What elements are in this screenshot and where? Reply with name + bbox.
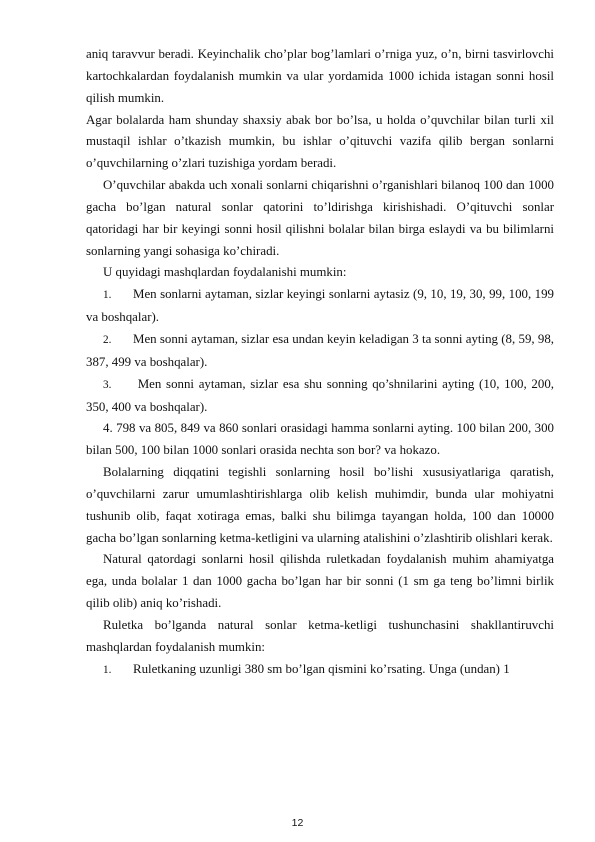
- paragraph: Agar bolalarda ham shunday shaxsiy abak bor bo’lsa, u holda o’quvchilar bilan turli xil mustaqil ishlar o’tkazish mumkin, bu ishlar o’qituvchi vazifa qilib bergan sonlarni o’quvchilarning o’zlari tuzishiga yordam beradi.: [86, 112, 554, 171]
- paragraph: 4. 798 va 805, 849 va 860 sonlari orasidagi hamma sonlarni ayting. 100 bilan 200, 300 bilan 500, 100 bilan 1000 sonlari orasida nechta son bor? va hokazo.: [86, 421, 554, 458]
- list-number: 1.: [103, 663, 112, 676]
- paragraph: Bolalarning diqqatini tegishli sonlarning hosil bo’lishi xususiyatlariga qaratish, o’quvchilarni zarur umumlashtirishlarga olib kelish muhimdir, bunda ular mohiyatni tushunib olib, faqat xotiraga emas, balki shu bilimga tayangan holda, 100 dan 10000 gacha bo’lgan sonlarning ketma-ketligini va ularning atalishini o’zlashtirib olishlari kerak.: [86, 465, 554, 545]
- document-body: [86, 44, 554, 681]
- list-item: [86, 659, 554, 682]
- list-item: [86, 284, 554, 329]
- paragraph: U quyidagi mashqlardan foydalanishi mumkin:: [103, 265, 347, 280]
- list-number: 1.: [103, 289, 112, 302]
- paragraph: Ruletka bo’lganda natural sonlar ketma-ketligi tushunchasini shakllantiruvchi mashqlardan foydalanish mumkin:: [86, 617, 554, 654]
- list-item-text: Men sonlarni aytaman, sizlar keyingi sonlarni aytasiz (9, 10, 19, 30, 99, 100, 199 va boshqalar).: [86, 287, 554, 325]
- list-number: 2.: [103, 333, 112, 346]
- paragraph: Natural qatordagi sonlarni hosil qilishda ruletkadan foydalanish muhim ahamiyatga ega, unda bolalar 1 dan 1000 gacha bo’lgan har bir sonni (1 sm ga teng bo’limni birlik qilib olib) aniq ko’rishadi.: [86, 552, 554, 611]
- list-item-text: Men sonni aytaman, sizlar esa shu sonning qo’shnilarini ayting (10, 100, 200, 350, 400 va boshqalar).: [86, 376, 554, 414]
- list-item: [86, 374, 554, 419]
- list-item-text: Men sonni aytaman, sizlar esa undan keyin keladigan 3 ta sonni ayting (8, 59, 98, 387, 499 va boshqalar).: [86, 331, 554, 369]
- page-number: 12: [291, 817, 304, 829]
- paragraph: O’quvchilar abakda uch xonali sonlarni chiqarishni o’rganishlari bilanoq 100 dan 1000 gacha bo’lgan natural sonlar qatorini to’ldirishga kirishishadi. O’qituvchi sonlar qatoridagi har bir keyingi sonni hosil qilishni bolalar bilan birga eslaydi va bu bilimlarni sonlarning yangi sohasiga ko’chiradi.: [86, 178, 554, 258]
- paragraph: aniq taravvur beradi. Keyinchalik cho’plar bog’lamlari o’rniga yuz, o’n, birni tasvirlovchi kartochkalardan foydalanish mumkin va ular yordamida 1000 ichida istagan sonni hosil qilish mumkin.: [86, 47, 554, 105]
- list-item: [86, 329, 554, 374]
- list-item-text: Ruletkaning uzunligi 380 sm bo’lgan qismini ko’rsating. Unga (undan) 1: [133, 661, 510, 676]
- list-number: 3.: [103, 378, 112, 391]
